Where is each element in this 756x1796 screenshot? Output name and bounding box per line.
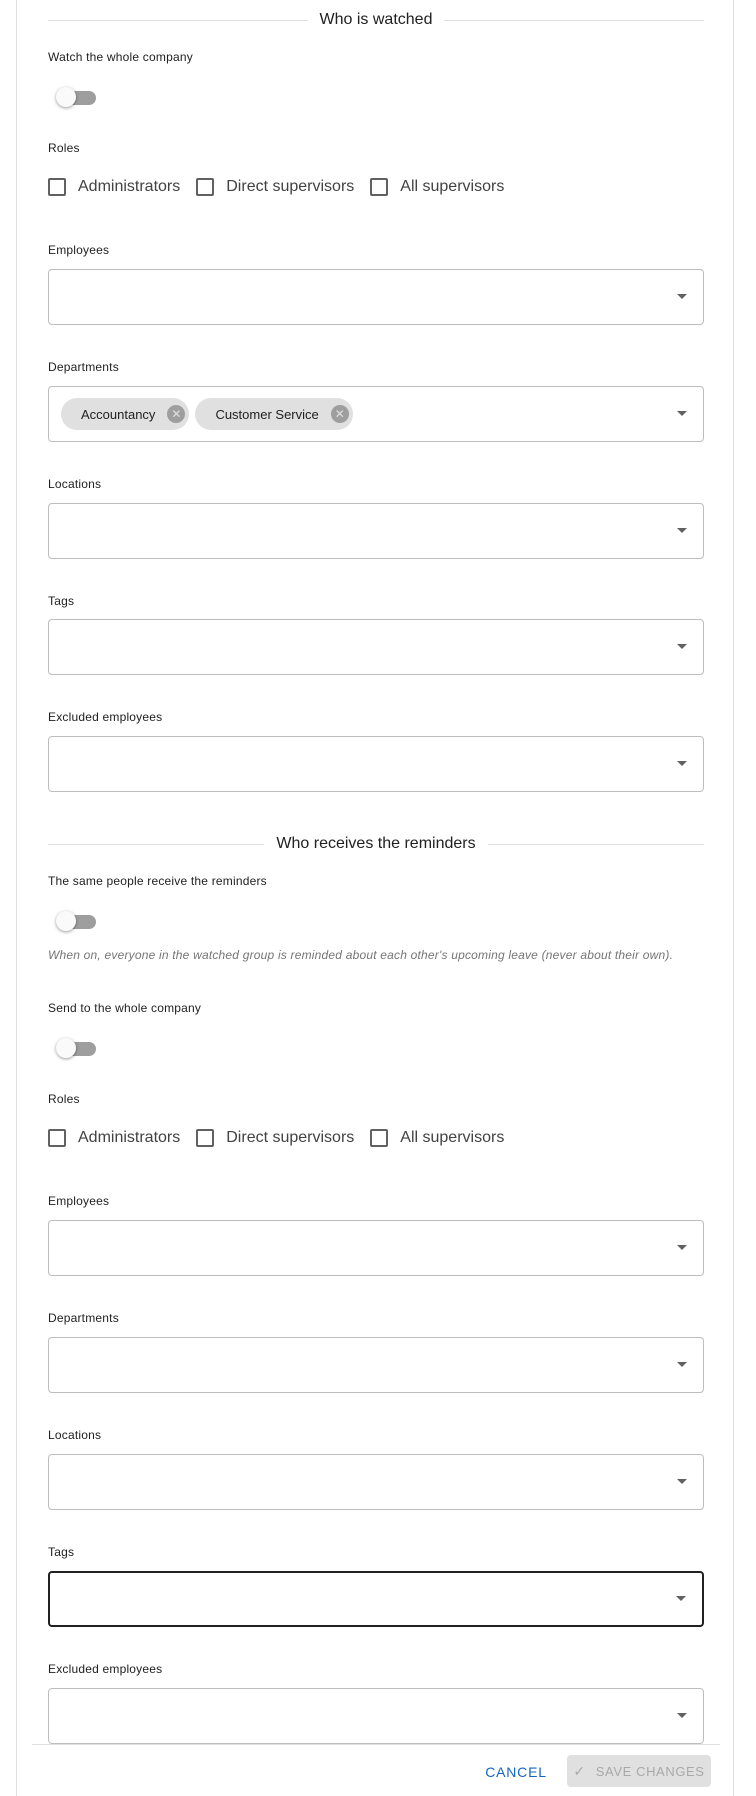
watched-excluded-label: Excluded employees (48, 710, 163, 724)
chevron-down-icon[interactable] (677, 294, 687, 299)
checkbox-icon (196, 1129, 214, 1147)
close-icon[interactable]: ✕ (167, 405, 185, 423)
watched-locations-select[interactable] (48, 503, 704, 559)
footer-divider (32, 1744, 720, 1745)
watched-tags-select[interactable] (48, 619, 704, 675)
checkbox-icon (196, 178, 214, 196)
toggle-thumb (56, 1038, 76, 1058)
chevron-down-icon[interactable] (677, 528, 687, 533)
close-icon[interactable]: ✕ (331, 405, 349, 423)
checkbox-icon (370, 178, 388, 196)
watched-roles-group (48, 175, 520, 199)
checkbox-icon (370, 1129, 388, 1147)
watch-whole-company-label: Watch the whole company (48, 50, 193, 64)
watched-locations-label: Locations (48, 477, 102, 491)
chevron-down-icon[interactable] (676, 1596, 686, 1601)
watched-title: Who is watched (319, 11, 433, 28)
chip-label: Customer Service (215, 406, 319, 422)
watched-tags-label: Tags (48, 594, 75, 608)
send-whole-company-toggle[interactable] (56, 1035, 96, 1059)
divider (488, 844, 704, 845)
divider (48, 844, 264, 845)
watched-departments-select[interactable] (48, 386, 704, 442)
reminders-roles-label: Roles (48, 1092, 80, 1106)
reminders-employees-label: Employees (48, 1194, 110, 1208)
watch-whole-company-toggle[interactable] (56, 84, 96, 108)
same-people-hint: When on, everyone in the watched group is reminded about each other's upcoming leave (never about their own). (48, 948, 674, 962)
cancel-button[interactable]: CANCEL (485, 1764, 547, 1780)
reminders-excluded-employees-select[interactable] (48, 1688, 704, 1744)
reminders-locations-select[interactable] (48, 1454, 704, 1510)
same-people-label: The same people receive the reminders (48, 874, 267, 888)
save-changes-button[interactable] (567, 1755, 711, 1787)
checkbox-label: Direct supervisors (226, 1129, 355, 1146)
chip-label: Accountancy (81, 406, 156, 422)
reminders-locations-label: Locations (48, 1428, 102, 1442)
reminders-role-all-supervisors-checkbox[interactable] (370, 1129, 504, 1147)
reminders-role-administrators-checkbox[interactable] (48, 1129, 180, 1147)
department-chip (61, 398, 189, 430)
checkbox-label: Direct supervisors (226, 178, 355, 195)
checkbox-icon (48, 1129, 66, 1147)
selected-departments (61, 398, 359, 430)
reminders-roles-group (48, 1126, 520, 1150)
chevron-down-icon[interactable] (677, 761, 687, 766)
reminders-title: Who receives the reminders (276, 835, 476, 852)
reminders-excluded-label: Excluded employees (48, 1662, 163, 1676)
same-people-toggle[interactable] (56, 908, 96, 932)
watched-role-administrators-checkbox[interactable] (48, 178, 180, 196)
check-icon: ✓ (573, 1762, 586, 1779)
reminders-departments-select[interactable] (48, 1337, 704, 1393)
chevron-down-icon[interactable] (677, 1713, 687, 1718)
reminders-section-title (48, 832, 704, 856)
toggle-thumb (56, 911, 76, 931)
reminders-role-direct-supervisors-checkbox[interactable] (196, 1129, 354, 1147)
checkbox-label: Administrators (78, 178, 181, 195)
department-chip (195, 398, 352, 430)
watched-section-title (48, 8, 704, 32)
checkbox-icon (48, 178, 66, 196)
chevron-down-icon[interactable] (677, 1245, 687, 1250)
save-button-label: SAVE CHANGES (595, 1763, 705, 1779)
checkbox-label: All supervisors (400, 178, 505, 195)
chevron-down-icon[interactable] (677, 1479, 687, 1484)
send-whole-company-label: Send to the whole company (48, 1001, 202, 1015)
watched-departments-label: Departments (48, 360, 119, 374)
reminders-tags-label: Tags (48, 1545, 75, 1559)
watched-role-direct-supervisors-checkbox[interactable] (196, 178, 354, 196)
checkbox-label: All supervisors (400, 1129, 505, 1146)
chevron-down-icon[interactable] (677, 1362, 687, 1367)
reminders-employees-select[interactable] (48, 1220, 704, 1276)
watched-employees-label: Employees (48, 243, 110, 257)
watched-employees-select[interactable] (48, 269, 704, 325)
watched-roles-label: Roles (48, 141, 80, 155)
reminders-tags-select[interactable] (48, 1571, 704, 1627)
chevron-down-icon[interactable] (677, 411, 687, 416)
divider (48, 20, 308, 21)
checkbox-label: Administrators (78, 1129, 181, 1146)
watched-role-all-supervisors-checkbox[interactable] (370, 178, 504, 196)
watched-excluded-employees-select[interactable] (48, 736, 704, 792)
reminders-departments-label: Departments (48, 1311, 119, 1325)
divider (444, 20, 704, 21)
chevron-down-icon[interactable] (677, 644, 687, 649)
toggle-thumb (56, 87, 76, 107)
